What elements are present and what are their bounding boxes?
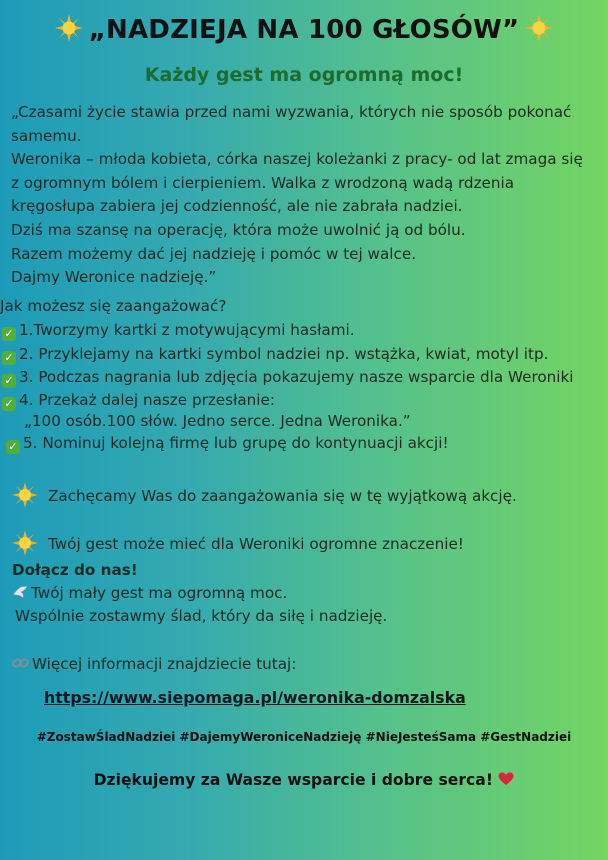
story-line: „Czasami życie stawia przed nami wyzwania, których nie sposób pokonać [11,103,572,121]
info-label-row: Więcej informacji znajdziecie tutaj: [12,655,296,673]
story-paragraph [11,101,583,290]
step-item: ✓ 3. Podczas nagrania lub zdjęcia pokazujemy nasze wsparcie dla Weroniki [2,368,574,388]
link-icon [12,656,29,670]
join-line: Wspólnie zostawmy ślad, który da siłę i nadzieję. [15,607,388,625]
steps-heading: Jak możesz się zaangażować? [0,297,227,315]
story-line: samemu. [11,126,82,145]
story-line: Weronika – młoda kobieta, córka naszej koleżanki z pracy- od lat zmaga się [11,150,583,169]
story-line: Razem możemy dać jej nadzieję i pomóc w tej walce. [11,244,417,263]
sun-icon [55,14,83,42]
appeal-line: Twój gest może mieć dla Weroniki ogromne znaczenie! [12,530,464,556]
subtitle: Każdy gest ma ogromną moc! [144,64,464,86]
donation-link[interactable]: https://www.siepomaga.pl/weronika-domzalska [44,688,466,707]
step-item: ✓ 5. Nominuj kolejną firmę lub grupę do kontynuacji akcji! [6,434,449,454]
title-text: „NADZIEJA NA 100 GŁOSÓW” [88,15,520,45]
thanks-line: Dziękujemy za Wasze wsparcie i dobre serca! [0,771,608,789]
check-icon: ✓ [6,440,20,454]
step-item: ✓ 2. Przyklejamy na kartki symbol nadziei np. wstążka, kwiat, motyl itp. [2,345,548,365]
dove-icon [12,585,28,599]
story-line: z ogromnym bólem i cierpieniem. Walka z wrodzoną wadą rdzenia [11,173,515,192]
appeal-line: Zachęcamy Was do zaangażowania się w tę wyjątkową akcję. [12,482,517,508]
step-item: ✓ 1.Tworzymy kartki z motywującymi hasłami. [2,321,355,341]
sun-icon [12,482,38,508]
hashtags: #ZostawŚladNadziei #DajemyWeronicеNadzieję #NieJesteśSama #GestNadziei [36,730,572,744]
heart-icon [498,772,514,786]
check-icon: ✓ [2,397,16,411]
story-line: kręgosłupa zabiera jej codzienność, ale nie zabrała nadziei. [11,197,463,216]
page-title [0,14,608,45]
check-icon: ✓ [2,374,16,388]
sun-icon [12,530,38,556]
story-line: Dziś ma szansę na operację, która może uwolnić ją od bólu. [11,220,466,239]
step-quote: „100 osób.100 słów. Jedno serce. Jedna Weronika.” [24,412,411,430]
join-line: Twój mały gest ma ogromną moc. [12,584,287,602]
check-icon: ✓ [2,327,16,341]
join-heading: Dołącz do nas! [12,561,138,579]
sun-icon [525,14,553,42]
step-item: ✓ 4. Przekaż dalej nasze przesłanie: [2,391,275,411]
check-icon: ✓ [2,351,16,365]
story-line: Dajmy Weronice nadzieję.” [11,268,217,287]
